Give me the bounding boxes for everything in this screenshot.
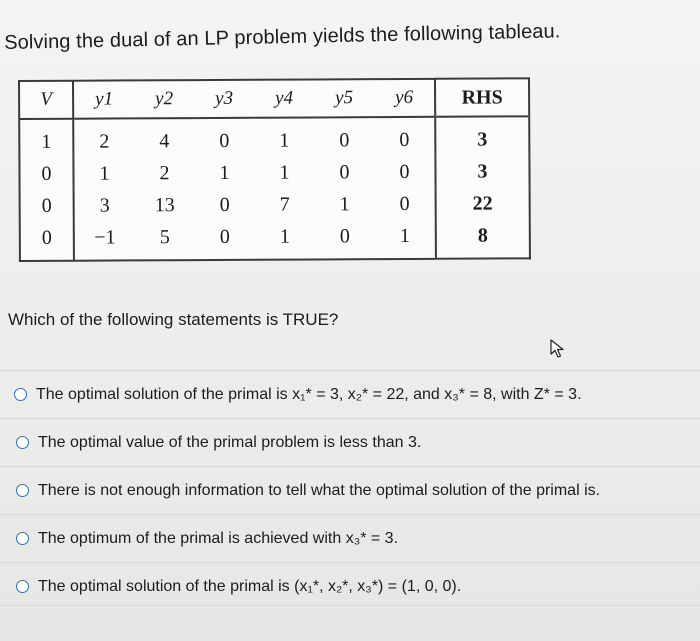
cell-y2: 2 — [159, 161, 170, 184]
cell-y1: 2 — [99, 130, 110, 153]
option-label: The optimal solution of the primal is (x₁*, x₂*, x₃*) = (1, 0, 0). — [38, 577, 462, 595]
radio-button-icon[interactable] — [14, 388, 27, 401]
header-y3: y3 — [194, 80, 254, 118]
tableau-header-row — [19, 78, 529, 119]
radio-button-icon[interactable] — [16, 580, 29, 593]
question-title: Solving the dual of an LP problem yields the following tableau. — [4, 20, 561, 54]
cell-rhs: 3 — [435, 155, 529, 187]
cell-rhs: 3 — [435, 116, 529, 155]
header-y6: y6 — [374, 79, 435, 117]
answer-option[interactable] — [0, 514, 700, 562]
question-prompt: Which of the following statements is TRUE? — [8, 310, 339, 329]
cell-y3: 0 — [219, 193, 230, 216]
cell-v: 0 — [20, 222, 74, 261]
table-row — [20, 219, 530, 261]
cell-y5: 0 — [339, 160, 350, 183]
option-label: The optimal value of the primal problem is less than 3. — [38, 433, 422, 451]
cell-y1: 1 — [99, 162, 110, 185]
cell-y1: −1 — [94, 225, 116, 249]
cell-y3: 0 — [219, 225, 230, 248]
answer-option[interactable] — [0, 370, 700, 418]
radio-button-icon[interactable] — [16, 436, 29, 449]
cell-y4: 7 — [279, 193, 290, 216]
option-label: The optimal solution of the primal is x₁* = 3, x₂* = 22, and x₃* = 8, with Z* = 3. — [36, 385, 582, 403]
tableau — [18, 77, 531, 262]
table-row — [20, 187, 530, 222]
header-y2: y2 — [134, 80, 194, 118]
mouse-pointer-icon — [550, 339, 566, 364]
cell-y4: 1 — [279, 161, 290, 184]
answer-option[interactable] — [0, 562, 700, 610]
cell-y6: 1 — [399, 224, 410, 247]
cell-rhs: 8 — [436, 219, 530, 258]
header-rhs: RHS — [435, 78, 529, 116]
cell-y4: 1 — [279, 129, 290, 152]
cell-y1: 3 — [99, 194, 110, 217]
cell-y6: 0 — [399, 128, 410, 151]
tableau-table — [18, 77, 531, 262]
cell-rhs: 22 — [436, 187, 530, 219]
answer-option[interactable] — [0, 418, 700, 466]
header-v: V — [19, 81, 73, 119]
header-y1: y1 — [73, 80, 134, 118]
radio-button-icon[interactable] — [16, 532, 29, 545]
cell-y2: 4 — [159, 129, 170, 152]
cell-y5: 0 — [339, 128, 350, 151]
cell-y5: 0 — [339, 224, 350, 247]
cell-y3: 0 — [219, 129, 230, 152]
cell-y2: 13 — [154, 193, 175, 216]
cell-y6: 0 — [399, 160, 410, 183]
answer-options — [0, 370, 700, 610]
table-row — [19, 155, 529, 190]
table-row — [19, 116, 529, 158]
radio-button-icon[interactable] — [16, 484, 29, 497]
option-label: There is not enough information to tell what the optimal solution of the primal is. — [38, 481, 601, 499]
option-label: The optimum of the primal is achieved with x₃* = 3. — [38, 529, 399, 547]
cell-v: 0 — [20, 190, 74, 222]
cell-y4: 1 — [279, 225, 290, 248]
cell-y5: 1 — [339, 192, 350, 215]
divider — [0, 605, 700, 606]
answer-option[interactable] — [0, 466, 700, 514]
cell-y6: 0 — [399, 192, 410, 215]
header-y4: y4 — [254, 79, 314, 117]
header-y5: y5 — [314, 79, 374, 117]
cell-y2: 5 — [159, 225, 170, 248]
cell-y3: 1 — [219, 161, 230, 184]
cell-v: 0 — [19, 158, 73, 190]
cell-v: 1 — [19, 119, 73, 158]
